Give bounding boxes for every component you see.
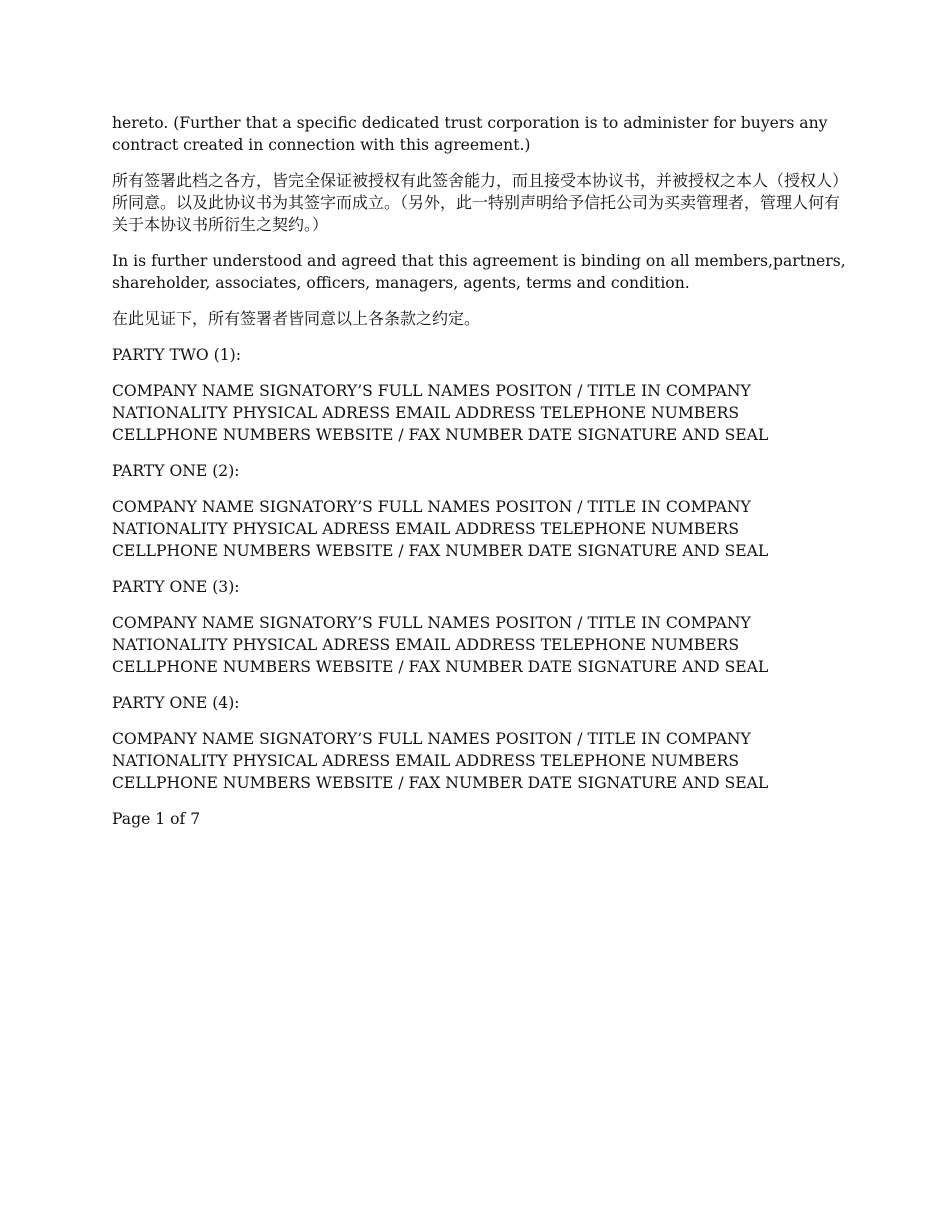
trust-clause-chinese-paragraph: 所有签署此档之各方，皆完全保证被授权有此签舍能力，而且接受本协议书，并被授权之本人（授权人）所同意。以及此协议书为其签字而成立。（另外，此一特别声明给予信托公司为买卖管理者，管理人何有关于本协议书所衍生之契约。） (112, 171, 841, 234)
party-fields: COMPANY NAME SIGNATORY’S FULL NAMES POSITON / TITLE IN COMPANY NATIONALITY PHYSICAL ADRESS EMAIL ADDRESS TELEPHONE NUMBERS CELLPHONE NUMBERS WEBSITE / FAX NUMBER DATE SIGNATURE AND SEAL (112, 614, 769, 676)
binding-clause-paragraph: In is further understood and agreed that this agreement is binding on all members,partners, shareholder, associates, officers, managers, agents, terms and condition. (112, 252, 846, 292)
document-page (112, 112, 847, 844)
trust-clause-paragraph: hereto. (Further that a specific dedicated trust corporation is to administer for buyers any contract created in connection with this agreement.) (112, 114, 828, 154)
party-label: PARTY ONE (3): (112, 578, 240, 596)
party-fields: COMPANY NAME SIGNATORY’S FULL NAMES POSITON / TITLE IN COMPANY NATIONALITY PHYSICAL ADRESS EMAIL ADDRESS TELEPHONE NUMBERS CELLPHONE NUMBERS WEBSITE / FAX NUMBER DATE SIGNATURE AND SEAL (112, 730, 769, 792)
party-label: PARTY ONE (4): (112, 694, 240, 712)
party-fields: COMPANY NAME SIGNATORY’S FULL NAMES POSITON / TITLE IN COMPANY NATIONALITY PHYSICAL ADRESS EMAIL ADDRESS TELEPHONE NUMBERS CELLPHONE NUMBERS WEBSITE / FAX NUMBER DATE SIGNATURE AND SEAL (112, 382, 769, 444)
party-label: PARTY ONE (2): (112, 462, 240, 480)
witness-chinese-paragraph: 在此见证下，所有签署者皆同意以上各条款之约定。 (112, 309, 481, 328)
party-label: PARTY TWO (1): (112, 346, 241, 364)
party-fields: COMPANY NAME SIGNATORY’S FULL NAMES POSITON / TITLE IN COMPANY NATIONALITY PHYSICAL ADRESS EMAIL ADDRESS TELEPHONE NUMBERS CELLPHONE NUMBERS WEBSITE / FAX NUMBER DATE SIGNATURE AND SEAL (112, 498, 769, 560)
page-number: Page 1 of 7 (112, 810, 201, 828)
